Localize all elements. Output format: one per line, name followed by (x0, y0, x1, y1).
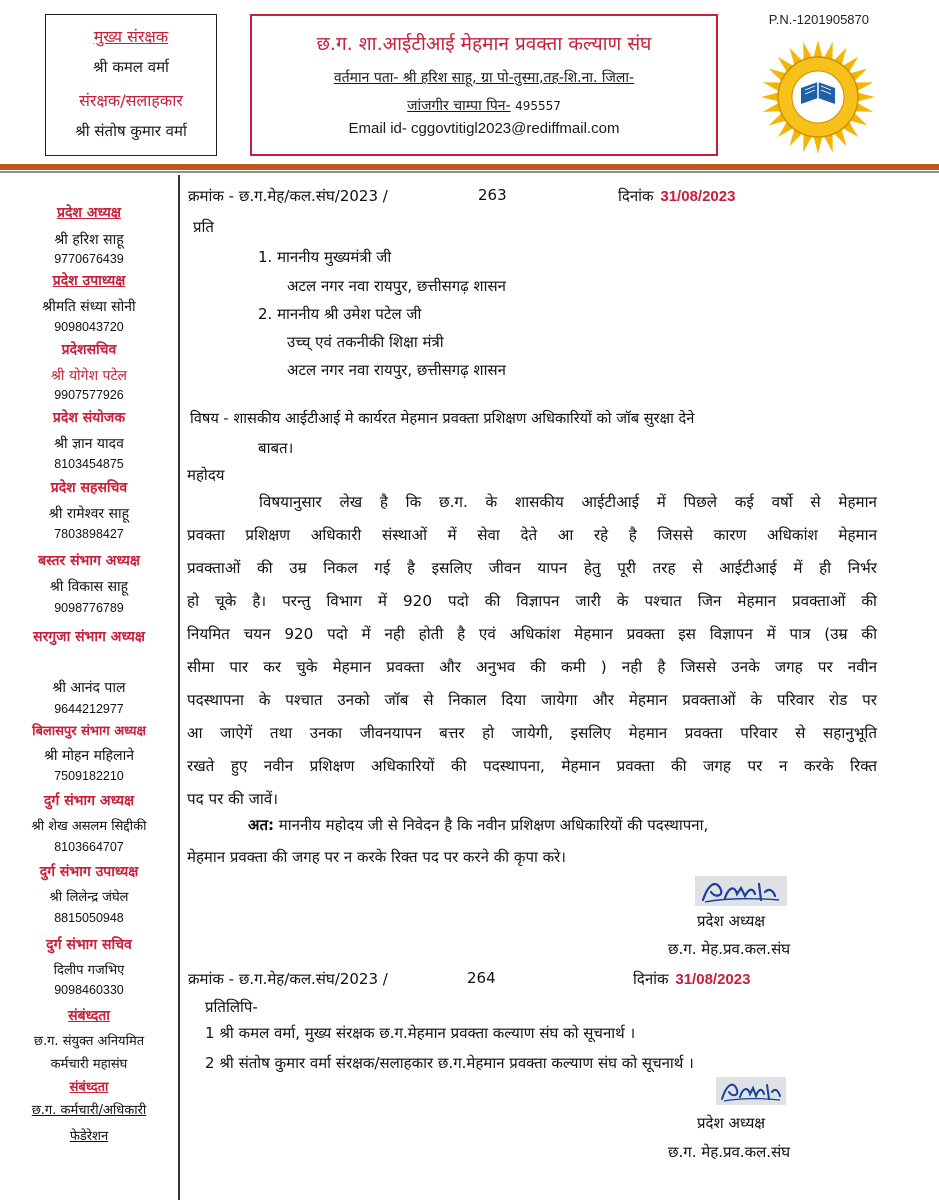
sidebar-phone: 8103454875 (54, 457, 124, 471)
sun-ray (858, 93, 875, 102)
sun-logo-icon (759, 38, 877, 156)
sidebar-name: श्री शेख असलम सिद्दीकी (31, 819, 147, 834)
copy-item-2: 2 श्री संतोष कुमार वर्मा संरक्षक/सलाहकार छ.ग.मेहमान प्रवक्ता कल्याण संघ को सूचनार्थ । (205, 1054, 694, 1072)
copy-ref-label: क्रमांक - छ.ग.मेह/कल.संघ/2023 / (188, 970, 388, 988)
header-divider (0, 164, 939, 170)
body-line: विषयानुसार लेख है कि छ.ग. के शासकीय आईटीआई में पिछले कई वर्षो से मेहमान (259, 493, 877, 511)
sun-ray (761, 93, 778, 102)
copy-date-label (633, 969, 750, 989)
sidebar-name: छ.ग. कर्मचारी/अधिकारी (31, 1103, 147, 1118)
sidebar-role: दुर्ग संभाग सचिव (46, 937, 132, 953)
body-line: सीमा पार कर चुके मेहमान प्रवक्ता और अनुभव की कमी ) नही है जिससे उनके जगह पर नवीन (187, 658, 877, 676)
email-line: Email id- cggovtitigl2023@rediffmail.com (348, 120, 620, 137)
pn-number: P.N.-1201905870 (768, 12, 869, 27)
body-line: आ जाऐगें तथा उनका जीवनयापन बत्तर हो जायेगी, इसलिए मेहमान प्रवक्ता परिवार से सहानुभूति (187, 724, 877, 742)
sidebar-name: कर्मचारी महासंघ (50, 1057, 128, 1072)
copy-signatory-org: छ.ग. मेह.प्रव.कल.संघ (668, 1143, 791, 1161)
sidebar-phone: 7509182210 (54, 769, 124, 783)
patron-box (45, 14, 217, 156)
copy-ref-number: 264 (467, 969, 496, 987)
org-title-box (250, 14, 718, 156)
salutation: महोदय (187, 466, 225, 484)
body-line: पद पर की जावें। (187, 790, 279, 808)
sidebar-role: संबंध्दता (68, 1008, 110, 1024)
sidebar-role: बस्तर संभाग अध्यक्ष (38, 553, 140, 569)
sun-ray (814, 137, 823, 154)
sidebar-role: बिलासपुर संभाग अध्यक्ष (32, 724, 146, 739)
sidebar-phone: 9098043720 (54, 320, 124, 334)
body-line: प्रवक्ताओं की उम्र निकल गई है इसलिए जीवन यापन हेतु पूरी तरह से आईटीआई में ही निर्भर (187, 559, 877, 577)
addressee-2-name: 2. माननीय श्री उमेश पटेल जी (258, 305, 422, 323)
sidebar-role: प्रदेशसचिव (61, 342, 117, 358)
sidebar-phone: 8815050948 (54, 911, 124, 925)
addressee-1-address: अटल नगर नवा रायपुर, छत्तीसगढ़ शासन (287, 277, 506, 295)
ref-number: 263 (478, 186, 507, 204)
signatory-org: छ.ग. मेह.प्रव.कल.संघ (668, 940, 791, 958)
sidebar-phone: 9644212977 (54, 702, 124, 716)
ref-label: क्रमांक - छ.ग.मेह/कल.संघ/2023 / (188, 187, 388, 205)
request-text: माननीय महोदय जी से निवेदन है कि नवीन प्रशिक्षण अधिकारियों की पदस्थापना, (278, 816, 709, 834)
signature (695, 876, 787, 906)
sidebar-name: श्रीमति संध्या सोनी (42, 299, 136, 315)
sidebar-phone: 9098460330 (54, 983, 124, 997)
sidebar-name: छ.ग. संयुक्त अनियमित (33, 1034, 145, 1049)
addressee-2-title: उच्च् एवं तकनीकी शिक्षा मंत्री (287, 333, 444, 351)
sidebar-phone: 9770676439 (54, 252, 124, 266)
sidebar-role: प्रदेश अध्यक्ष (57, 205, 121, 221)
sidebar-role: प्रदेश सहसचिव (50, 480, 128, 496)
request-line-2: मेहमान प्रवक्ता की जगह पर न करके रिक्त पद पर करने की कृपा करे। (187, 848, 566, 866)
signature-icon (695, 876, 787, 906)
sidebar-role: प्रदेश संयोजक (52, 410, 126, 426)
sidebar-name: फेडेरेशन (69, 1129, 109, 1144)
sidebar-role: प्रदेश उपाध्यक्ष (52, 273, 126, 289)
copy-date: 31/08/2023 (675, 971, 751, 988)
advisor-title: संरक्षक/सलाहकार (79, 91, 183, 110)
sidebar-name: दिलीप गजभिए (53, 963, 125, 978)
subject-line: विषय - शासकीय आईटीआई मे कार्यरत मेहमान प्रवक्ता प्रशिक्षण अधिकारियों को जॉब सुरक्षा देने (190, 410, 695, 427)
prati-label: प्रति (193, 218, 214, 236)
sidebar-divider (178, 175, 180, 1200)
address-pin: 495557 (515, 99, 561, 113)
address-district: जांजगीर चाम्पा पिन- (407, 98, 511, 114)
sidebar-name: श्री रामेश्वर साहू (48, 506, 130, 522)
signatory-title: प्रदेश अध्यक्ष (697, 912, 766, 930)
sidebar-phone: 9907577926 (54, 388, 124, 402)
sidebar-phone: 8103664707 (54, 840, 124, 854)
sidebar-name: श्री आनंद पाल (52, 680, 126, 696)
sidebar-role: सरगुजा संभाग अध्यक्ष (33, 629, 145, 645)
sidebar-name: श्री विकास साहू (49, 579, 129, 595)
sidebar-phone: 7803898427 (54, 527, 124, 541)
body-line: रखते हुए नवीन प्रशिक्षण अधिकारियों की पदस्थापना, मेहमान प्रवक्ता की जगह पर न करके रिक्त (187, 757, 877, 775)
copy-signature (716, 1077, 786, 1105)
address-line-2 (252, 96, 716, 115)
sidebar-name: श्री ज्ञान यादव (54, 436, 124, 452)
sun-ray (814, 40, 823, 57)
copy-signatory-title: प्रदेश अध्यक्ष (697, 1114, 766, 1132)
copy-item-1: 1 श्री कमल वर्मा, मुख्य संरक्षक छ.ग.मेहमान प्रवक्ता कल्याण संघ को सूचनार्थ । (205, 1024, 636, 1042)
sidebar-role: दुर्ग संभाग अध्यक्ष (44, 793, 134, 809)
body-line: प्रवक्ता प्रशिक्षण अधिकारी संस्थाओं में सेवा देते आ रहे है जिससे कारण अधिकांश मेहमान (187, 526, 877, 544)
sidebar-name: श्री योगेश पटेल (50, 368, 128, 384)
body-line: हो चूके है। परन्तु विभाग में 920 पदो की विज्ञापन जारी के पश्चात जिन मेहमान प्रवक्ताओं की (187, 592, 877, 610)
sidebar-phone: 9098776789 (54, 601, 124, 615)
letter-body (187, 486, 877, 816)
sidebar-name: श्री हरिश साहू (54, 232, 124, 248)
date-label (618, 186, 735, 206)
header-divider-thin (0, 171, 939, 173)
addressee-2-address: अटल नगर नवा रायपुर, छत्तीसगढ़ शासन (287, 361, 506, 379)
subject-line-cont: बाबत। (258, 439, 294, 457)
body-line: पदस्थापना के पश्चात उनको जॉब से निकाल दिया जायेगा और मेहमान प्रवक्ताओं के परिवार रोड पर (187, 691, 877, 709)
address-line-1: वर्तमान पता- श्री हरिश साहू, ग्रा पो-तुस्मा,तह-शि.ना. जिला- (333, 70, 635, 86)
request-bold: अत: (248, 816, 275, 834)
addressee-1-name: 1. माननीय मुख्यमंत्री जी (258, 248, 392, 266)
patron-title: मुख्य संरक्षक (93, 27, 169, 46)
body-line: नियमित चयन 920 पदो में नही होती है एवं अधिकांश मेहमान प्रवक्ता इस विज्ञापन में पात्र (उम्र की (187, 625, 877, 643)
sidebar-name: श्री मोहन महिलाने (44, 748, 134, 764)
date-label-text: दिनांक (618, 187, 654, 205)
letter-date: 31/08/2023 (660, 188, 736, 205)
copy-date-label-text: दिनांक (633, 970, 669, 988)
advisor-name: श्री संतोष कुमार वर्मा (75, 122, 187, 140)
request-line-1 (248, 815, 708, 835)
sidebar-role: संबंध्दता (69, 1080, 109, 1095)
sidebar-role: दुर्ग संभाग उपाध्यक्ष (39, 864, 139, 880)
copy-heading: प्रतिलिपि- (205, 998, 258, 1016)
sidebar-name: श्री लिलेन्द्र जंघेल (49, 890, 129, 905)
org-name: छ.ग. शा.आईटीआई मेहमान प्रवक्ता कल्याण संघ (316, 33, 652, 55)
patron-name: श्री कमल वर्मा (93, 58, 169, 76)
org-logo (759, 38, 877, 156)
signature-icon (716, 1077, 786, 1105)
